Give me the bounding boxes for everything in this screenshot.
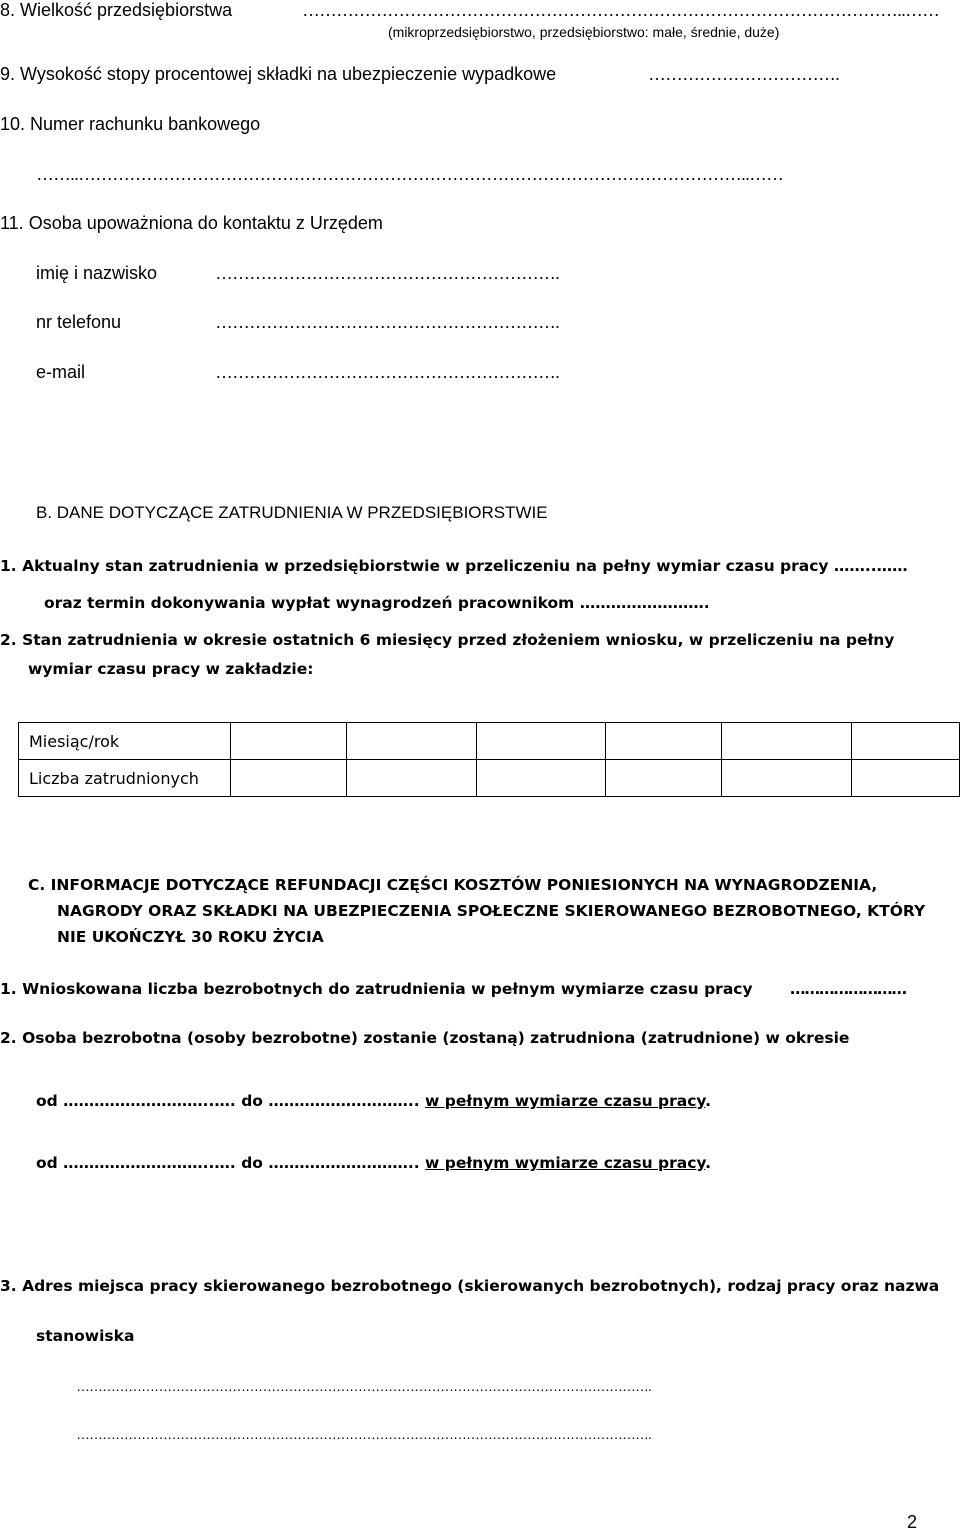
page-number: 2	[907, 1512, 918, 1532]
employees-cell-3[interactable]	[476, 760, 606, 797]
period-2-range[interactable]: od ………………………..…. do ………………………..	[36, 1154, 420, 1172]
contact-phone-label: nr telefonu	[36, 312, 122, 332]
section-c-item-1-label: 1. Wnioskowana liczba bezrobotnych do zatrudnienia w pełnym wymiarze czasu pracy	[0, 980, 753, 998]
item-10-label: 10. Numer rachunku bankowego	[0, 114, 261, 134]
section-b-title: B. DANE DOTYCZĄCE ZATRUDNIENIA W PRZEDSIĘBIORSTWIE	[36, 503, 548, 522]
employees-cell-2[interactable]	[346, 760, 476, 797]
section-c-item-1-field[interactable]: ……………………	[790, 980, 906, 998]
month-cell-4[interactable]	[606, 723, 722, 760]
employees-cell-4[interactable]	[606, 760, 722, 797]
month-year-label: Miesiąc/rok	[19, 723, 231, 760]
table-row-employees	[19, 760, 960, 797]
period-1	[36, 1092, 711, 1110]
employees-cell-5[interactable]	[722, 760, 852, 797]
section-b-item-1-line-2: oraz termin dokonywania wypłat wynagrodzeń pracownikom …………………….	[44, 594, 710, 612]
item-8-label: 8. Wielkość przedsiębiorstwa	[0, 0, 233, 20]
period-1-range[interactable]: od ………………………..…. do ………………………..	[36, 1092, 420, 1110]
section-c-item-3-line-1: 3. Adres miejsca pracy skierowanego bezrobotnego (skierowanych bezrobotnych), rodzaj pracy oraz nazwa	[0, 1277, 940, 1295]
contact-name-label: imię i nazwisko	[36, 263, 158, 283]
item-9-label: 9. Wysokość stopy procentowej składki na ubezpieczenie wypadkowe	[0, 64, 557, 84]
employment-table	[18, 722, 960, 797]
month-cell-1[interactable]	[230, 723, 346, 760]
contact-name-field[interactable]: …………………………………………………….	[215, 263, 560, 283]
section-c-title-line-3: NIE UKOŃCZYŁ 30 ROKU ŻYCIA	[57, 928, 324, 946]
contact-email-label: e-mail	[36, 362, 86, 382]
section-c-title-line-2: NAGRODY ORAZ SKŁADKI NA UBEZPIECZENIA SPOŁECZNE SKIEROWANEGO BEZROBOTNEGO, KTÓRY	[57, 902, 926, 920]
item-8-dots[interactable]: ……………………………………………………………………………………………..……	[302, 0, 940, 20]
period-1-suffix: w pełnym wymiarze czasu pracy	[425, 1092, 706, 1110]
month-cell-5[interactable]	[722, 723, 852, 760]
section-c-item-2-label: 2. Osoba bezrobotna (osoby bezrobotne) zostanie (zostaną) zatrudniona (zatrudnione) w okresie	[0, 1029, 850, 1047]
section-c-title-line-1: C. INFORMACJE DOTYCZĄCE REFUNDACJI CZĘŚCI KOSZTÓW PONIESIONYCH NA WYNAGRODZENIA,	[28, 876, 878, 894]
period-2-dot: .	[705, 1154, 711, 1172]
section-b-item-2-line-1: 2. Stan zatrudnienia w okresie ostatnich 6 miesięcy przed złożeniem wniosku, w przeliczeniu na pełny	[0, 631, 895, 649]
section-c-item-3-field-1[interactable]: …………………………………………………………………………………………………………………….	[76, 1378, 651, 1394]
section-b-item-1-line-1: 1. Aktualny stan zatrudnienia w przedsiębiorstwie w przeliczeniu na pełny wymiar czasu pracy ……..……	[0, 557, 908, 575]
period-2	[36, 1154, 711, 1172]
employees-cell-1[interactable]	[230, 760, 346, 797]
item-10-dots[interactable]: ……..………………………………………………………………………………………………………..……	[36, 164, 784, 184]
contact-email-field[interactable]: …………………………………………………….	[215, 362, 560, 382]
section-b-item-2-line-2: wymiar czasu pracy w zakładzie:	[28, 660, 314, 678]
period-1-dot: .	[705, 1092, 711, 1110]
contact-phone-field[interactable]: …………………………………………………….	[215, 312, 560, 332]
item-9-dots[interactable]: …………………………….	[648, 64, 840, 84]
period-2-suffix: w pełnym wymiarze czasu pracy	[425, 1154, 706, 1172]
month-cell-2[interactable]	[346, 723, 476, 760]
month-cell-6[interactable]	[852, 723, 960, 760]
section-c-item-3-field-2[interactable]: …………………………………………………………………………………………………………………….	[76, 1426, 651, 1442]
item-11-label: 11. Osoba upoważniona do kontaktu z Urzędem	[0, 213, 383, 233]
table-row-month	[19, 723, 960, 760]
employees-cell-6[interactable]	[852, 760, 960, 797]
item-8-hint: (mikroprzedsiębiorstwo, przedsiębiorstwo: małe, średnie, duże)	[388, 24, 780, 40]
employees-count-label: Liczba zatrudnionych	[19, 760, 231, 797]
section-c-item-3-line-2: stanowiska	[36, 1327, 135, 1345]
month-cell-3[interactable]	[476, 723, 606, 760]
